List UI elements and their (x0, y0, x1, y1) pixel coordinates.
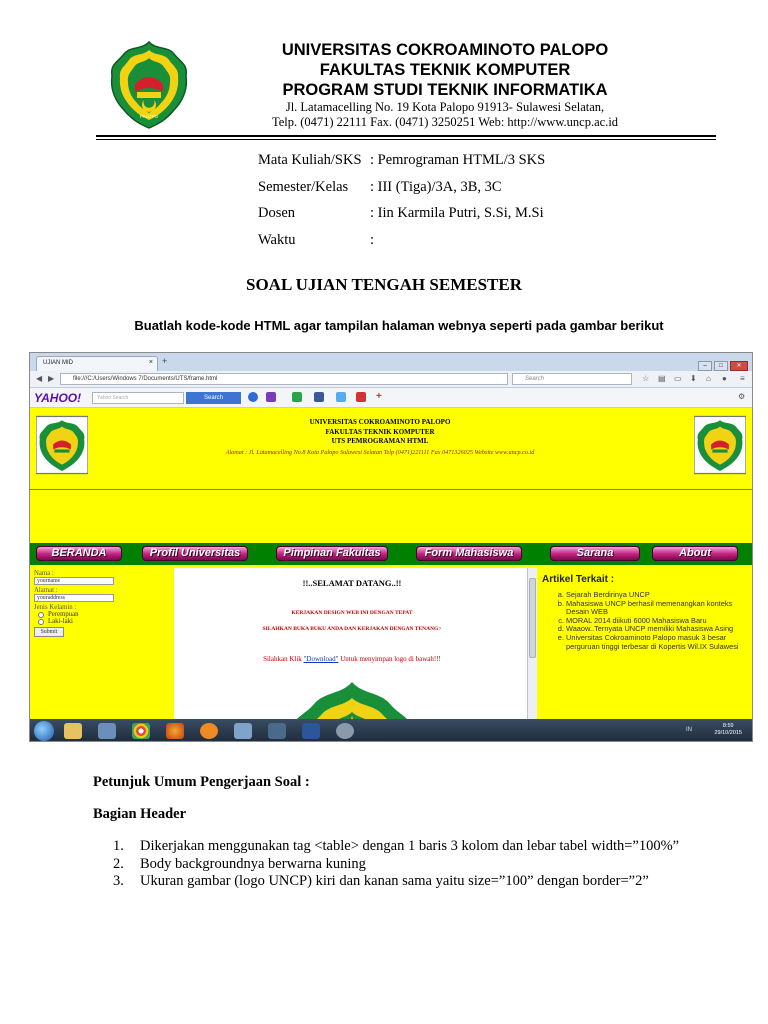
info-key: Semester/Kelas (258, 178, 349, 195)
scroll-thumb[interactable] (529, 578, 536, 658)
forward-icon[interactable]: ▶ (48, 374, 55, 383)
artikel-item[interactable]: a. Sejarah Berdirinya UNCP (566, 591, 753, 600)
info-row-course (258, 152, 678, 179)
alamat-input[interactable]: youraddress (34, 594, 114, 602)
step-item (113, 856, 703, 874)
info-value: : III (Tiga)/3A, 3B, 3C (370, 178, 502, 195)
browser-navbar (30, 371, 752, 388)
menu-icon[interactable]: ≡ (740, 374, 745, 383)
artikel-title: Artikel Terkait : (542, 574, 615, 585)
paint-icon[interactable] (336, 723, 354, 739)
info-key: Mata Kuliah/SKS (258, 152, 362, 168)
sample-page-header (120, 418, 640, 456)
menu-beranda[interactable]: BERANDA (36, 546, 122, 561)
radio-perempuan[interactable] (38, 611, 170, 618)
info-value: : Iin Karmila Putri, S.Si, M.Si (370, 205, 544, 221)
sample-address: Alamat : Jl. Latamacelling No.8 Kota Palopo Sulawesi Selatan Telp (0471)221111 Fax 0471326025 Website www.uncp.co.id (225, 448, 535, 456)
explorer-icon[interactable] (64, 723, 82, 739)
tab-title: UJIAN MID (43, 360, 73, 366)
step-item (113, 873, 703, 891)
yahoo-toolbar (30, 388, 752, 408)
twitter-icon[interactable] (336, 392, 346, 402)
download-text (174, 655, 530, 663)
header-divider (96, 135, 716, 140)
mail-icon[interactable] (266, 392, 276, 402)
add-icon[interactable]: + (376, 391, 382, 402)
artikel-item[interactable]: e. Universitas Cokroaminoto Palopo masuk 3 besar perguruan tinggi terbesar di Kopertis Wil.IX Sulawesi (566, 634, 753, 651)
start-icon[interactable] (34, 721, 54, 741)
sample-univ: UNIVERSITAS COKROAMINOTO PALOPO (309, 418, 451, 426)
download-prefix: Silahkan Klik (263, 655, 304, 663)
maximize-icon[interactable]: □ (714, 361, 728, 371)
download-link[interactable]: "Download" (303, 655, 339, 663)
uncp-logo-right (694, 415, 746, 475)
firefox-icon[interactable] (166, 723, 184, 739)
menu-about[interactable]: About (652, 546, 738, 561)
browser-tabbar (30, 353, 752, 371)
alamat-label: Alamat : (34, 587, 58, 594)
close-window-icon[interactable]: ✕ (730, 361, 748, 371)
sample-divider (30, 489, 752, 490)
course-info (258, 152, 678, 258)
info-row-semester (258, 179, 678, 206)
step-text: Ukuran gambar (logo UNCP) kiri dan kanan sama yaitu size=”100” dengan border=”2” (140, 873, 649, 889)
close-tab-icon[interactable]: × (148, 359, 153, 366)
info-row-lecturer (258, 205, 678, 232)
chrome-icon[interactable] (132, 723, 150, 739)
back-icon[interactable]: ◀ (36, 374, 43, 383)
yahoo-search-button[interactable]: Search (186, 392, 241, 404)
program-name: PROGRAM STUDI TEKNIK INFORMATIKA (282, 81, 608, 99)
sample-articles (538, 568, 753, 742)
contact-line: Telp. (0471) 22111 Fax. (0471) 3250251 Web: http://www.uncp.ac.id (271, 115, 619, 129)
step-number: 2. (113, 855, 124, 872)
sample-page (30, 409, 752, 719)
windows-taskbar (30, 719, 752, 742)
menu-profil[interactable]: Profil Universitas (142, 546, 248, 561)
facebook-icon[interactable] (314, 392, 324, 402)
browser-tab[interactable] (36, 356, 158, 371)
play-icon[interactable] (248, 392, 258, 402)
radio-label: Laki-laki (48, 618, 73, 625)
exam-title: SOAL UJIAN TENGAH SEMESTER (245, 275, 522, 294)
exam-instruction: Buatlah kode-kode HTML agar tampilan halaman webnya seperti pada gambar berikut (134, 318, 664, 333)
url-bar[interactable]: file:///C:/Users/Windows 7/Documents/UTS/frame.html (60, 373, 508, 385)
radio-label: Perempuan (48, 611, 79, 618)
menu-sarana[interactable]: Sarana (550, 546, 640, 561)
artikel-list (566, 591, 753, 651)
logo-text: PALOPO (139, 114, 159, 119)
media-icon[interactable] (268, 723, 286, 739)
sample-main (174, 568, 530, 742)
menu-pimpinan[interactable]: Pimpinan Fakultas (276, 546, 388, 561)
sample-faculty: FAKULTAS TEKNIK KOMPUTER (325, 427, 435, 436)
bookmark-icon[interactable] (356, 392, 366, 402)
folder-icon[interactable] (98, 723, 116, 739)
artikel-item[interactable]: b. Mahasiswa UNCP berhasil memenangkan konteks Desain WEB (566, 600, 753, 617)
step-number: 3. (113, 873, 124, 889)
info-key: Dosen (258, 205, 296, 221)
menu-form[interactable]: Form Mahasiswa (416, 546, 522, 561)
example-screenshot (29, 352, 753, 742)
address-line: Jl. Latamacelling No. 19 Kota Palopo 91913- Sulawesi Selatan, (285, 100, 605, 114)
app-icon[interactable] (200, 723, 218, 739)
bagian-heading: Bagian Header (93, 806, 187, 822)
yahoo-search-input[interactable]: Yahoo Search (92, 392, 184, 404)
settings-icon[interactable]: ⚙ (738, 392, 746, 401)
star-icon[interactable]: ☆ (642, 374, 650, 383)
home-icon[interactable]: ⌂ (706, 374, 711, 383)
red-text-2: SILAHKAN BUKA BUKU ANDA DAN KERJAKAN DENGAN TENANG> (262, 626, 442, 632)
uncp-logo (108, 40, 190, 130)
letterhead (100, 40, 720, 132)
welcome-text: !!..SELAMAT DATANG..!! (302, 578, 402, 588)
faculty-name: FAKULTAS TEKNIK KOMPUTER (319, 61, 571, 79)
info-value: : (370, 231, 375, 248)
clock (714, 723, 742, 737)
info-row-time (258, 232, 678, 259)
download-suffix: Untuk menyimpan logo di bawah!!! (338, 655, 441, 663)
system-tray[interactable]: IN (686, 727, 692, 733)
reader-icon[interactable]: ▤ (658, 374, 666, 383)
sample-scrollbar[interactable] (527, 568, 537, 742)
gender-label: Jenis Kelamin : (34, 604, 77, 611)
notes-icon[interactable] (234, 723, 252, 739)
letterhead-text (195, 40, 695, 130)
chat-icon[interactable]: ● (722, 374, 727, 383)
minimize-icon[interactable]: – (698, 361, 712, 371)
red-text-1: KERJAKAN DESIGN WEB INI DENGAN TEPAT (291, 610, 413, 616)
artikel-item[interactable]: c. MORAL 2014 diikuti 6000 Mahasiswa Baru (566, 617, 753, 626)
word-icon[interactable] (302, 723, 320, 739)
step-list (113, 838, 703, 891)
info-key: Waktu (258, 231, 296, 248)
new-tab-icon[interactable]: + (162, 356, 168, 366)
petunjuk-heading: Petunjuk Umum Pengerjaan Soal : (93, 774, 310, 790)
radio-dot[interactable] (38, 619, 44, 625)
step-text: Dikerjakan menggunakan tag <table> dengan 1 baris 3 kolom dan lebar tabel width=”100%” (140, 838, 680, 854)
clock-date: 29/10/2015 (714, 730, 742, 736)
sample-menu (30, 543, 752, 565)
nama-label: Nama : (34, 570, 54, 577)
radio-dot[interactable] (38, 612, 44, 618)
step-text: Body backgroundnya berwarna kuning (140, 855, 366, 872)
window-controls (696, 354, 748, 369)
sample-form (30, 568, 174, 742)
clock-time: 8:59 (722, 723, 734, 729)
yahoo-logo: YAHOO! (34, 391, 82, 405)
info-value: : Pemrograman HTML/3 SKS (370, 152, 546, 168)
step-item (113, 838, 703, 856)
nama-input[interactable]: yourname (34, 577, 114, 585)
lock-icon[interactable]: ▭ (674, 374, 682, 383)
artikel-item[interactable]: d. Waaow..Ternyata UNCP memiliki Mahasiswa Asing (566, 625, 753, 634)
step-number: 1. (113, 838, 124, 854)
university-name: UNIVERSITAS COKROAMINOTO PALOPO (281, 41, 609, 59)
submit-button[interactable]: Submit (34, 627, 64, 637)
radio-lakilaki[interactable] (38, 618, 170, 625)
sample-course: UTS PEMROGRAMAN HTML (331, 437, 429, 445)
uncp-logo-left (36, 415, 88, 475)
browser-search-input[interactable]: Search (512, 373, 632, 385)
download-icon[interactable]: ⬇ (690, 374, 697, 383)
flag-icon[interactable] (292, 392, 302, 402)
